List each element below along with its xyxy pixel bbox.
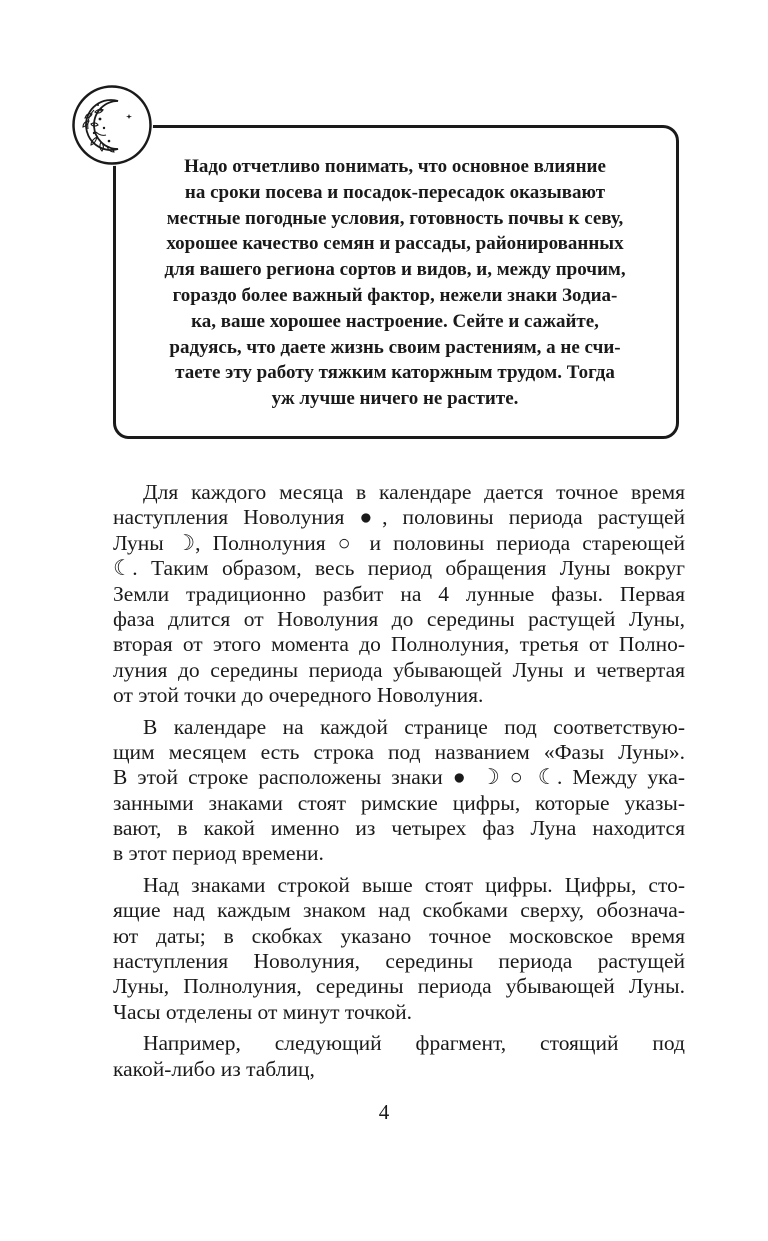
callout-line: местные погодные условия, готовность почвы к севу, [166,207,624,229]
text-line: Земли традиционно разбит на 4 лунные фазы. Первая [113,581,685,606]
callout-line: радуясь, что даете жизнь своим растениям, а не счи- [169,336,621,358]
callout-line: уж лучше ничего не растите. [271,388,519,410]
text-line: ящие над каждым знаком над скобками сверху, обознача- [113,898,685,923]
text-line: от этой точки до очередного Новолуния. [113,683,484,708]
text-line: В этой строке расположены знаки ● ☽ ○ ☾. Между ука- [113,765,685,790]
text-line: в этот период времени. [113,841,324,866]
text-line: наступления Новолуния, середины периода растущей [113,949,685,974]
paragraph-example [113,1031,685,1082]
text-line: Например, следующий фрагмент, стоящий под [143,1031,685,1056]
paragraph-dates [113,873,685,1025]
text-line: фаза длится от Новолуния до середины растущей Луны, [113,606,685,631]
paragraph-moon-phases [113,480,685,709]
callout-line: гораздо более важный фактор, нежели знаки Зодиа- [172,284,618,306]
text-line: В календаре на каждой странице под соответствую- [143,714,685,739]
callout-line: на сроки посева и посадок-пересадок оказывают [184,181,606,203]
text-line: Луны ☽, Полнолуния ○ и половины периода стареющей [113,530,685,555]
text-line: какой-либо из таблиц, [113,1056,315,1081]
text-line: вают, в какой именно из четырех фаз Луна находится [113,816,685,841]
text-line: занными знаками стоят римские цифры, которые указы- [113,790,685,815]
text-line: ☾. Таким образом, весь период обращения Луны вокруг [113,556,685,581]
body-text [113,480,685,1088]
callout-line: таете эту работу тяжким каторжным трудом. Тогда [175,362,615,384]
text-line: Луны, Полнолуния, середины периода убывающей Луны. [113,974,685,999]
text-line: вторая от этого момента до Полнолуния, третья от Полно- [113,632,685,657]
text-line: Для каждого месяца в календаре дается точное время [143,480,685,504]
text-line: луния до середины периода убывающей Луны и четвертая [113,657,685,682]
text-line: ют даты; в скобках указано точное московское время [113,923,685,948]
text-line: наступления Новолуния ●, половины периода растущей [113,505,685,530]
text-line: Часы отделены от минут точкой. [113,999,413,1024]
callout-line: для вашего региона сортов и видов, и, между прочим, [164,259,626,281]
paragraph-phase-row [113,715,685,867]
text-line: щим месяцем есть строка под названием «Фазы Луны». [113,739,685,764]
callout-line: Надо отчетливо понимать, что основное влияние [184,156,606,177]
callout-line: хорошее качество семян и рассады, районированных [166,233,624,255]
callout-text [140,154,650,412]
page-number: 4 [378,1100,390,1124]
callout-line: ка, ваше хорошее настроение. Сейте и сажайте, [191,310,599,332]
text-line: Над знаками строкой выше стоят цифры. Цифры, сто- [143,872,685,897]
